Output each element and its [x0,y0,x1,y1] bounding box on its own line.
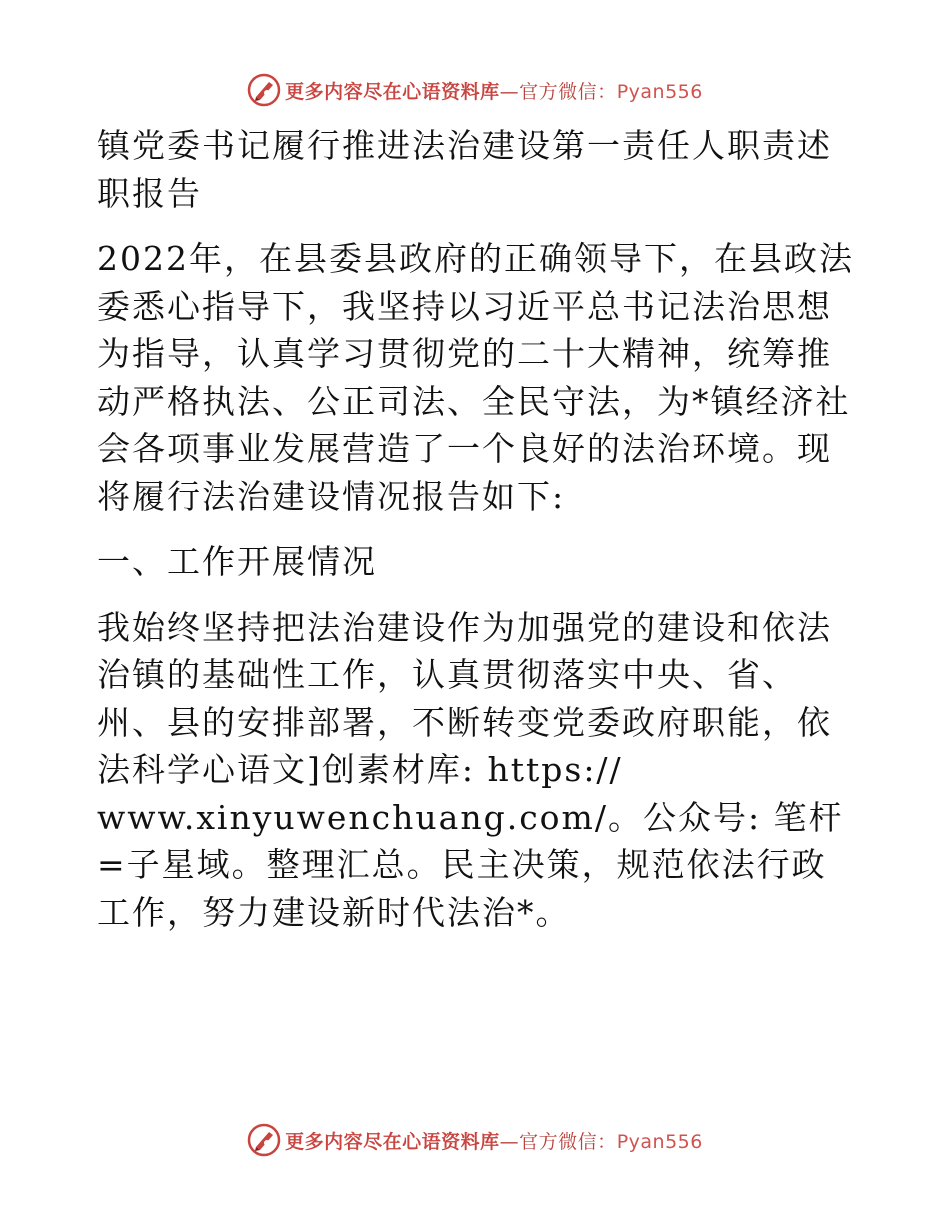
section-heading: 一、工作开展情况 [97,542,377,581]
watermark-main: 更多内容尽在心语资料库 [285,80,500,103]
paragraph-work-cont: www.xinyuwenchuang.com/。公众号: 笔杆=子星域。整理汇总。民主决策，规范依法行政工作，努力建设新时代法治*。 [97,797,844,932]
watermark-wechat-id: Pyan556 [616,1130,703,1153]
header-watermark [0,70,950,110]
paragraph-work: 我始终坚持把法治建设作为加强党的建设和依法治镇的基础性工作，认真贯彻落实中央、省、州、县的安排部署，不断转变党委政府职能，依法科学心语文]创素材库: https:// [97,607,832,789]
watermark-text [285,77,703,104]
pen-logo-icon [247,1123,281,1157]
watermark-wechat-id: Pyan556 [616,80,703,103]
watermark-separator: — [499,80,520,103]
footer-watermark [0,1120,950,1160]
watermark-wechat-label: 官方微信： [519,1130,617,1153]
document-title: 镇党委书记履行推进法治建设第一责任人职责述职报告 [97,126,832,213]
watermark-wechat-label: 官方微信： [519,80,617,103]
watermark-main: 更多内容尽在心语资料库 [285,1130,500,1153]
watermark-text [285,1127,703,1154]
watermark-separator: — [499,1130,520,1153]
paragraph-intro: 2022年，在县委县政府的正确领导下，在县政法委悉心指导下，我坚持以习近平总书记法治思想为指导，认真学习贯彻党的二十大精神，统筹推动严格执法、公正司法、全民守法，为*镇经济社会各项事业发展营造了一个良好的法治环境。现将履行法治建设情况报告如下: [97,239,854,516]
pen-logo-icon [247,73,281,107]
document-body [97,122,857,936]
